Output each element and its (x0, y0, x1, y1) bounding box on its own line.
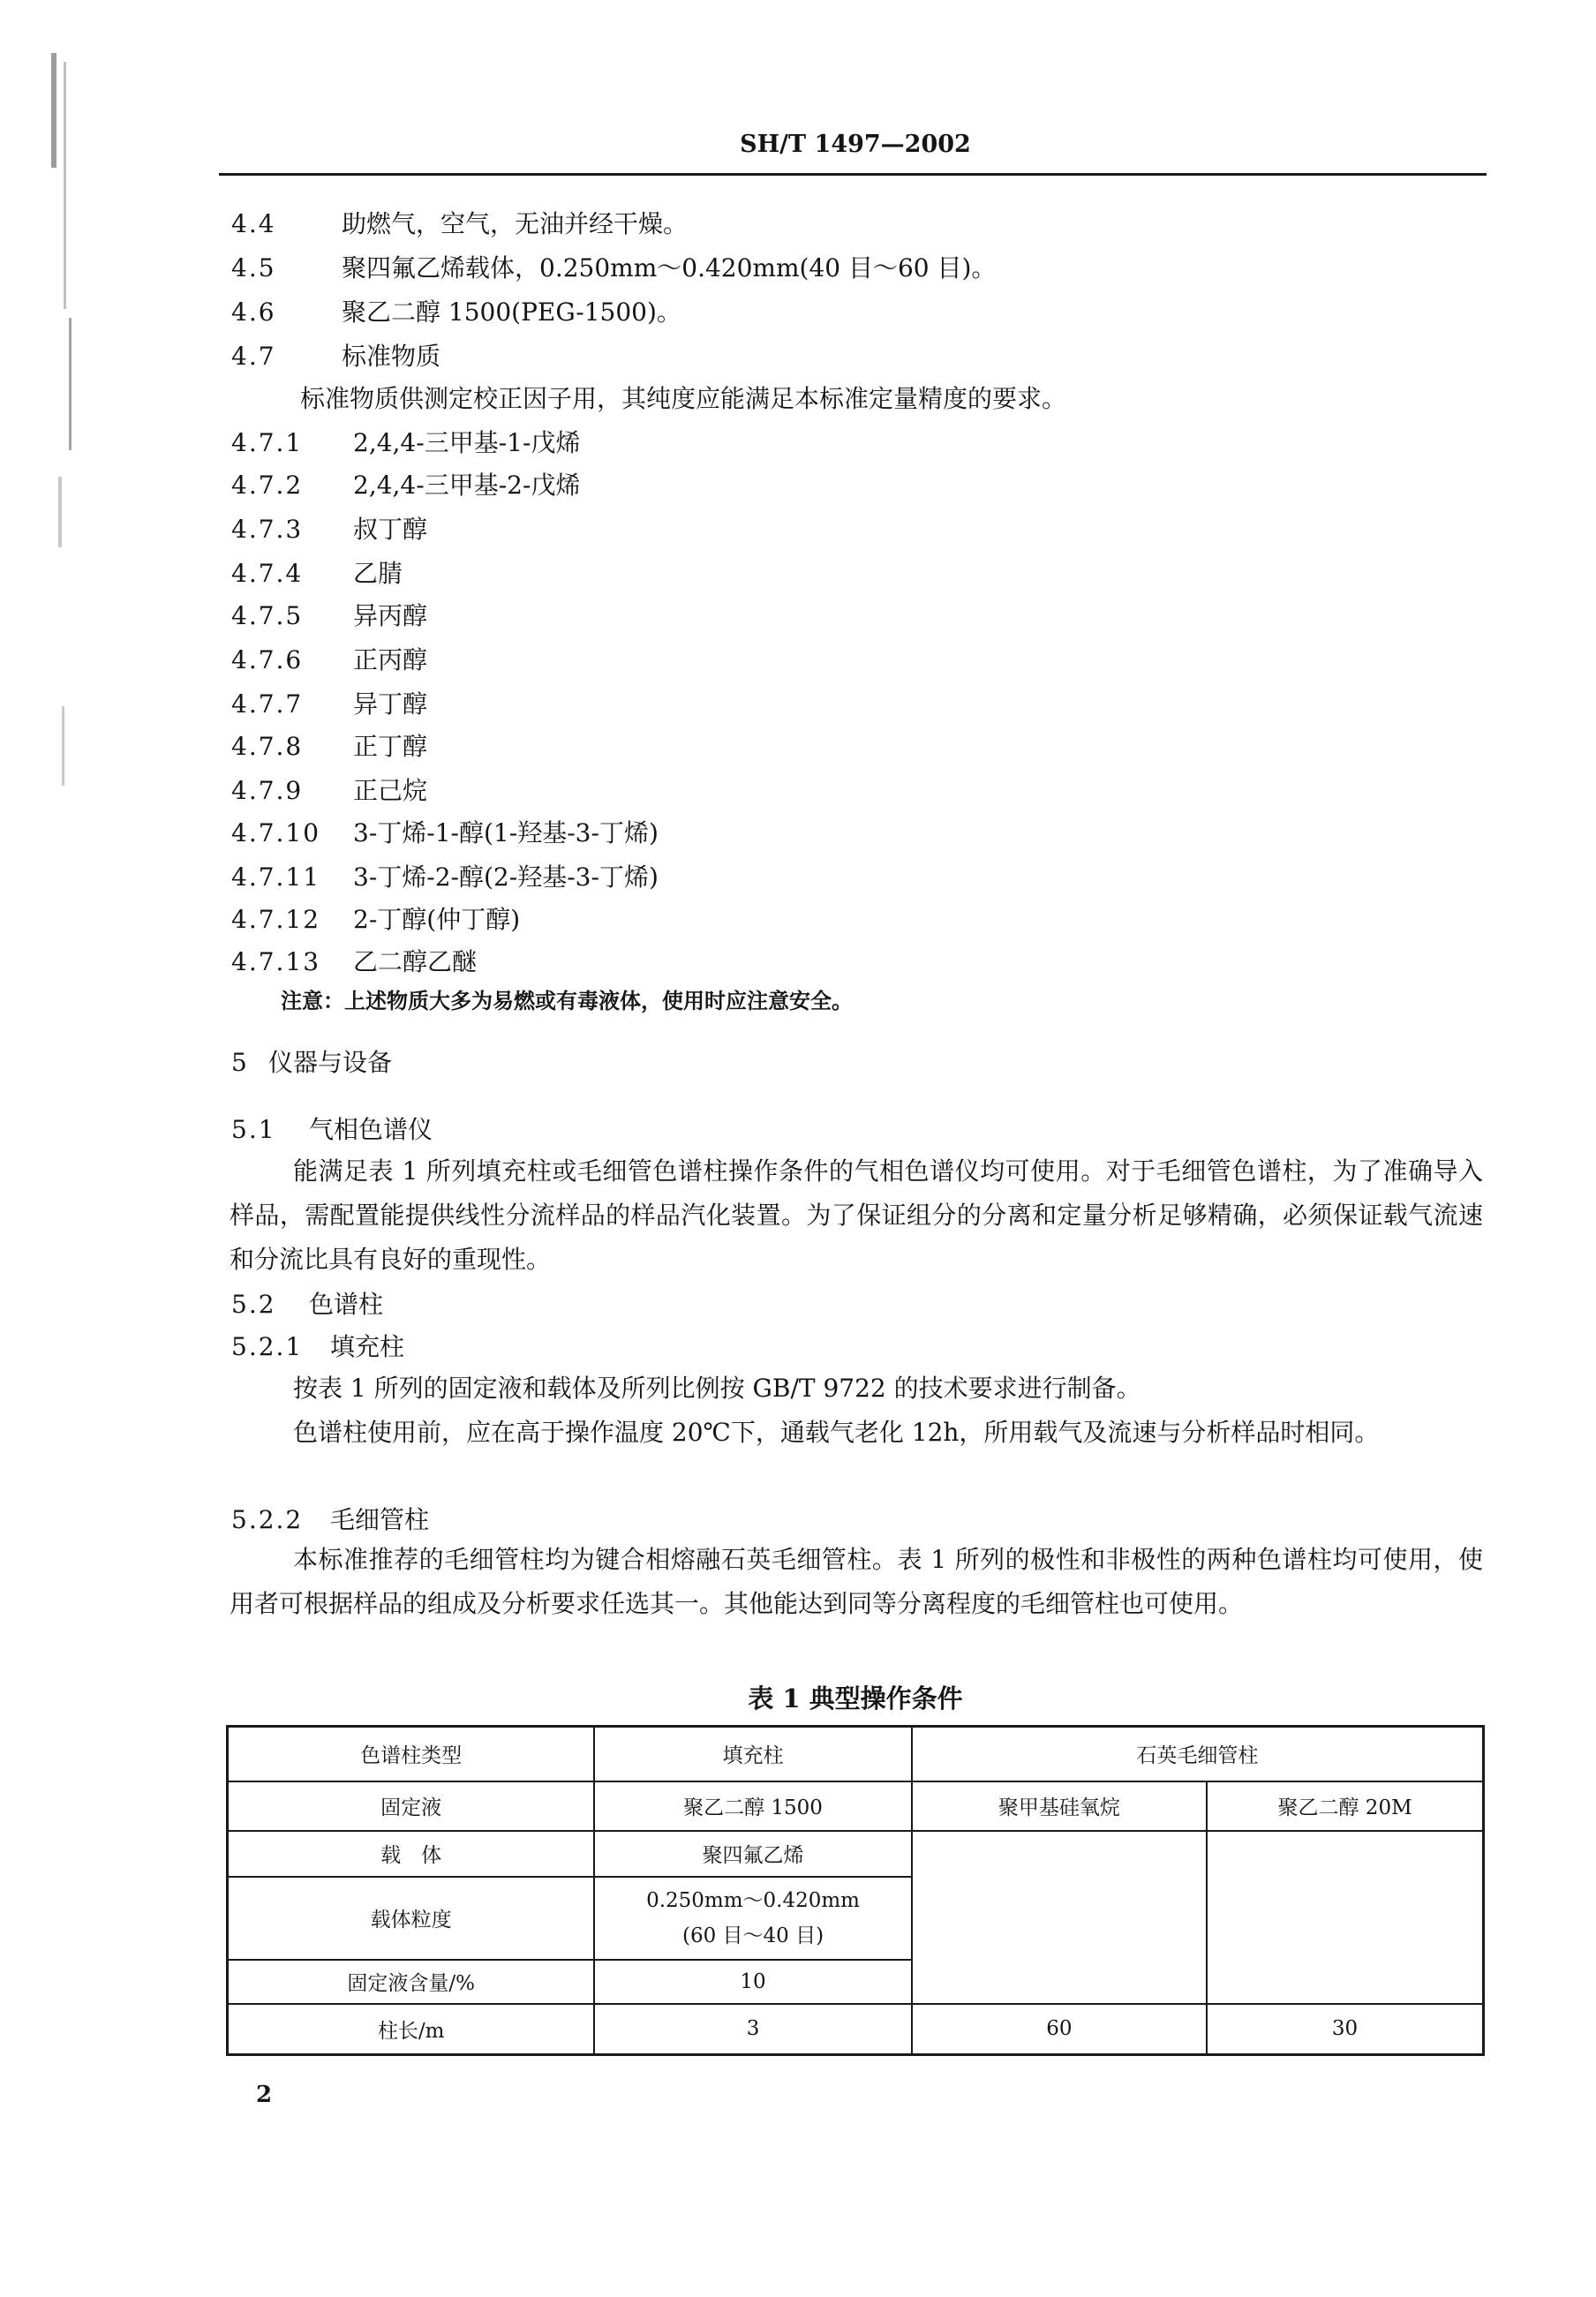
heading-5-2-2 (231, 1504, 429, 1536)
heading-5-2 (231, 1289, 383, 1321)
cell-length-packed: 3 (594, 2004, 911, 2055)
item-text: 3-丁烯-1-醇(1-羟基-3-丁烯) (353, 818, 659, 847)
particle-size-line: 0.250mm～0.420mm (646, 1888, 860, 1912)
cell-support-packed: 聚四氟乙烯 (594, 1831, 911, 1877)
item-number: 4.7.3 (231, 515, 304, 544)
paragraph-5-2-1-b: 色谱柱使用前，应在高于操作温度 20℃下，通载气老化 12h，所用载气及流速与分析样品时相同。 (293, 1418, 1380, 1447)
item-4-6 (231, 297, 681, 328)
row-label-stationary: 固定液 (228, 1781, 595, 1831)
substance-item (231, 946, 477, 978)
scan-artifact (62, 706, 64, 786)
item-text: 正己烷 (353, 776, 428, 805)
header-packed: 填充柱 (594, 1727, 911, 1781)
item-number: 4.4 (231, 209, 276, 238)
item-text: 标准物质 (342, 342, 441, 371)
item-number: 4.7.6 (231, 645, 304, 674)
item-number: 5.2.1 (231, 1332, 304, 1361)
scan-artifact (51, 53, 56, 168)
item-number: 4.7.5 (231, 601, 304, 630)
page-number: 2 (256, 2082, 273, 2108)
item-text: 毛细管柱 (330, 1505, 430, 1534)
item-number: 4.7.9 (231, 776, 304, 805)
cell-stationary-packed: 聚乙二醇 1500 (594, 1781, 911, 1831)
paragraph-5-2-1-a: 按表 1 所列的固定液和载体及所列比例按 GB/T 9722 的技术要求进行制备。 (293, 1374, 1141, 1403)
substance-item (231, 731, 427, 763)
item-number: 5.2.2 (231, 1505, 304, 1534)
table-row (228, 1831, 1484, 1877)
item-number: 4.7.11 (231, 862, 321, 892)
table-row (228, 1727, 1484, 1781)
item-text: 色谱柱 (309, 1290, 384, 1319)
item-text: 异丙醇 (353, 601, 428, 630)
substance-item (231, 817, 659, 849)
section-title: 仪器与设备 (268, 1048, 393, 1077)
item-text: 聚四氟乙烯载体，0.250mm～0.420mm(40 目～60 目)。 (342, 253, 997, 282)
substance-item (231, 514, 427, 546)
heading-5-1 (231, 1114, 433, 1146)
item-text: 2,4,4-三甲基-1-戊烯 (353, 428, 581, 457)
item-number: 4.7.4 (231, 559, 304, 588)
table-caption: 表 1 典型操作条件 (748, 1683, 963, 1713)
header-capillary: 石英毛细管柱 (912, 1727, 1484, 1781)
row-label-particle: 载体粒度 (228, 1877, 595, 1960)
operating-conditions-table (226, 1725, 1485, 2056)
item-number: 4.7 (231, 342, 276, 371)
cell-stationary-cap2: 聚乙二醇 20M (1207, 1781, 1483, 1831)
cell-empty (1207, 1831, 1483, 2004)
heading-5-2-1 (231, 1331, 404, 1363)
substance-item (231, 644, 427, 676)
item-number: 4.5 (231, 253, 276, 282)
item-text: 聚乙二醇 1500(PEG-1500)。 (342, 297, 681, 327)
cell-stationary-cap1: 聚甲基硅氧烷 (912, 1781, 1207, 1831)
cell-length-cap1: 60 (912, 2004, 1207, 2055)
table-row (228, 2004, 1484, 2055)
table-row (228, 1781, 1484, 1831)
item-number: 4.7.1 (231, 428, 304, 457)
item-text: 3-丁烯-2-醇(2-羟基-3-丁烯) (353, 862, 659, 892)
substance-item (231, 775, 427, 807)
scan-artifact (64, 62, 66, 309)
scan-artifact (58, 477, 62, 547)
substance-item (231, 904, 520, 936)
row-label-support: 载 体 (228, 1831, 595, 1877)
item-text: 正丙醇 (353, 645, 428, 674)
header-rule (219, 173, 1487, 176)
item-4-5 (231, 252, 996, 284)
cell-particle-packed (594, 1877, 911, 1960)
item-number: 5.2 (231, 1290, 276, 1319)
cell-empty (912, 1831, 1207, 2004)
item-text: 助燃气，空气，无油并经干燥。 (342, 209, 689, 238)
item-4-7 (231, 341, 440, 373)
item-number: 4.7.7 (231, 689, 304, 719)
item-number: 5.1 (231, 1115, 276, 1144)
cell-length-cap2: 30 (1207, 2004, 1483, 2055)
item-number: 4.7.10 (231, 818, 321, 847)
cell-content-packed: 10 (594, 1960, 911, 2004)
substance-item (231, 689, 427, 720)
item-text: 2,4,4-三甲基-2-戊烯 (353, 471, 581, 500)
substance-item (231, 427, 580, 459)
scan-artifact (69, 318, 72, 450)
item-text: 异丁醇 (353, 689, 428, 719)
substance-item (231, 558, 403, 590)
item-text: 乙二醇乙醚 (353, 947, 478, 976)
particle-mesh-line: (60 目～40 目) (681, 1924, 824, 1947)
safety-note: 注意：上述物质大多为易燃或有毒液体，使用时应注意安全。 (281, 988, 853, 1013)
substance-item (231, 862, 659, 893)
paragraph-5-2-2: 本标准推荐的毛细管柱均为键合相熔融石英毛细管柱。表 1 所列的极性和非极性的两种色谱柱均可使用，使用者可根据样品的组成及分析要求任选其一。其他能达到同等分离程度的毛细管柱也可使用。 (230, 1545, 1483, 1618)
substance-item (231, 600, 427, 632)
item-number: 4.6 (231, 297, 276, 327)
row-label-content: 固定液含量/% (228, 1960, 595, 2004)
item-text: 填充柱 (330, 1332, 405, 1361)
item-number: 4.7.2 (231, 471, 304, 500)
item-text: 2-丁醇(仲丁醇) (353, 905, 521, 934)
item-text: 正丁醇 (353, 732, 428, 761)
section-number: 5 (231, 1048, 247, 1077)
standard-description: 标准物质供测定校正因子用，其纯度应能满足本标准定量精度的要求。 (300, 384, 1067, 413)
standard-header: SH/T 1497—2002 (740, 131, 971, 158)
item-text: 叔丁醇 (353, 515, 428, 544)
item-text: 气相色谱仪 (309, 1115, 433, 1144)
section-5-heading (231, 1047, 392, 1079)
row-label-length: 柱长/m (228, 2004, 595, 2055)
item-number: 4.7.13 (231, 947, 321, 976)
item-text: 乙腈 (353, 559, 403, 588)
header-column-type: 色谱柱类型 (228, 1727, 595, 1781)
paragraph-5-1: 能满足表 1 所列填充柱或毛细管色谱柱操作条件的气相色谱仪均可使用。对于毛细管色谱柱，为了准确导入样品，需配置能提供线性分流样品的样品汽化装置。为了保证组分的分离和定量分析足够精确，必须保证载气流速和分流比具有良好的重现性。 (230, 1156, 1483, 1274)
item-number: 4.7.12 (231, 905, 321, 934)
item-4-4 (231, 208, 688, 240)
item-number: 4.7.8 (231, 732, 304, 761)
substance-item (231, 470, 580, 501)
